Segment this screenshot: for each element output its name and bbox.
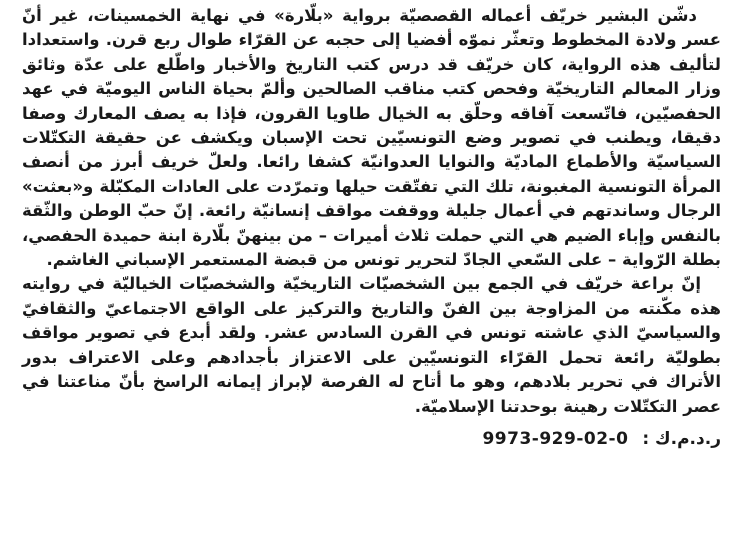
isbn-label: ر.د.م.ك : [642,428,721,449]
isbn-number: 9973-929-02-0 [482,428,629,449]
paragraph-2: إنّ براعة خريّف في الجمع بين الشخصيّات التاريخيّة والشخصيّات الخياليّة في روايته هذه مكّنته من المزاوجة بين الفنّ والتاريخ والتركيز على الواقع الاجتماعيّ والثقافيّ والسياسيّ الذي عاشته تونس في القرن السادس عشر. ولقد أبدع في تصوير مواقف بطوليّة رائعة تحمل القرّاء التونسيّين على الاعتزاز بأجدادهم وعلى الاعتراف بدور الأتراك في تحرير بلادهم، وهو ما أتاح له الفرصة لإبراز إيمانه الراسخ بأنّ مناعتنا في عصر التكتّلات رهينة بوحدتنا الإسلاميّة. [22,274,721,416]
isbn-line [22,427,721,451]
paragraph-1: دشّن البشير خريّف أعماله القصصيّة برواية «بلّارة» في نهاية الخمسينات، غير أنّ عسر ولادة المخطوط وتعثّر نموّه أفضيا إلى حجبه عن القرّاء طوال ربع قرن. واستعدادا لتأليف هذه الرواية، كان خريّف قد درس كتب التاريخ والأخبار واطّلع على عدّة وثائق وزار المعالم التاريخيّة وفحص كتب مناقب الصالحين وألمّ بحياة الناس اليوميّة في عهد الحفصيّين، فاتّسعت آفاقه وحلّق به الخيال طاويا القرون، فإذا به يصف المعارك وصفا دقيقا، ويطنب في تصوير وضع التونسيّين تحت الإسبان ويكشف عن حقيقة التكتّلات السياسيّة والأطماع الماديّة والنوايا العدوانيّة كشفا رائعا. ولعلّ خريف أبرز من أنصف المرأة التونسية المغبونة، تلك التي تفتّقت حيلها وتمرّدت على العادات المكبّلة و«بعثت» الرجال وساندتهم في أعمال جليلة ووقفت مواقف إنسانيّة رائعة. إنّ حبّ الوطن والثّقة بالنفس وإباء الضيم هي التي حملت ثلاث أميرات – من بينهنّ بلّارة ابنة حميدة الحفصي، بطلة الرّواية – على السّعي الجادّ لتحرير تونس من قبضة المستعمر الإسباني الغاشم. [22,6,721,270]
